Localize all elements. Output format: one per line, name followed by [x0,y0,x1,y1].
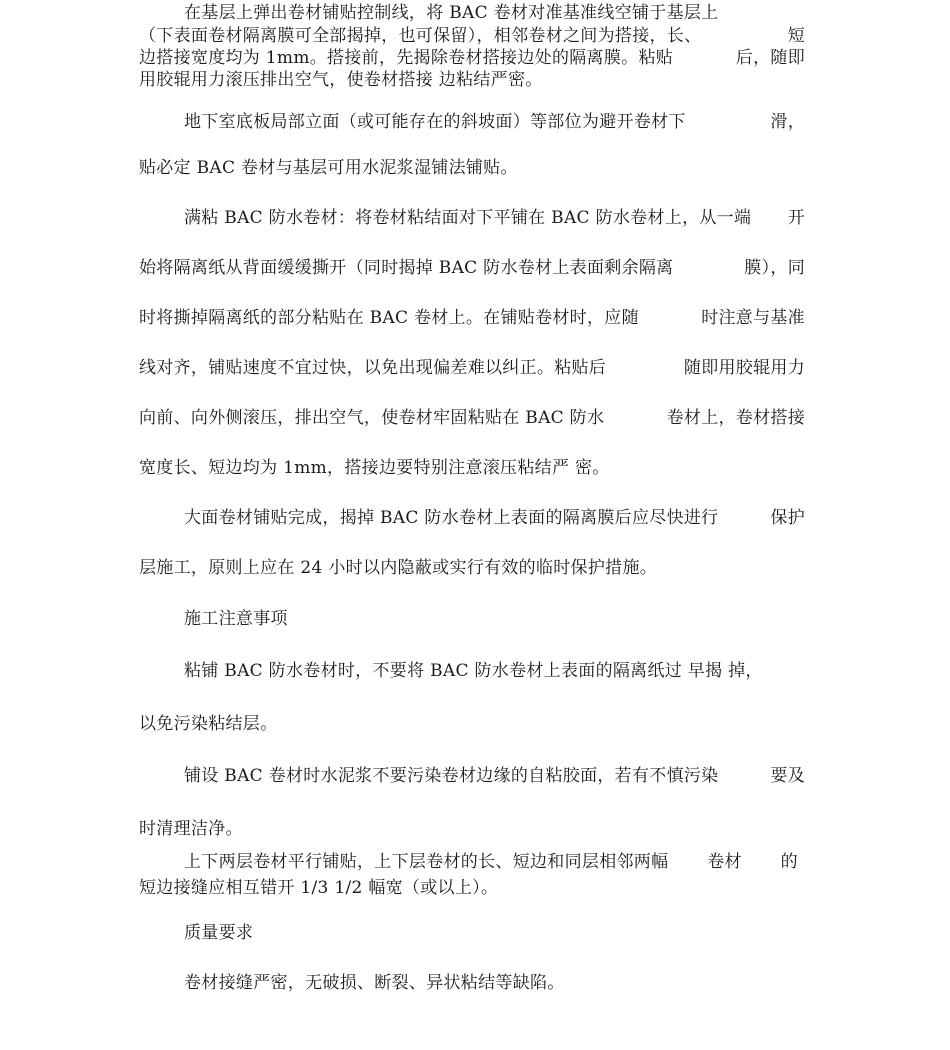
paragraph-1-line-2 [139,25,805,47]
paragraph-1-line-2-part-2: 短 [787,26,805,46]
paragraph-3-line-4-part-2: 随即用胶辊用力 [683,358,805,378]
paragraph-3-line-2-part-1: 始将隔离纸从背面缓缓撕开（同时揭掉 BAC 防水卷材上表面剩余隔离 [139,258,674,278]
paragraph-5-line-2: 以免污染粘结层。 [139,714,278,734]
paragraph-6-line-1 [184,765,805,787]
paragraph-7-line-1-part-1: 上下两层卷材平行铺贴，上下层卷材的长、短边和同层相邻两幅 [184,852,669,872]
paragraph-1-line-3-part-2: 后，随即 [735,48,805,68]
paragraph-2-line-1-part-2: 滑， [770,112,805,132]
paragraph-3-line-6: 宽度长、短边均为 1mm，搭接边要特别注意滚压粘结严 密。 [139,458,610,478]
paragraph-3-line-5 [139,407,805,429]
paragraph-4-line-1 [184,507,805,529]
paragraph-3-line-2-part-2: 膜），同 [744,258,805,278]
paragraph-3-line-5-part-2: 卷材上，卷材搭接 [666,408,805,428]
paragraph-2-line-1-part-1: 地下室底板局部立面（或可能存在的斜坡面）等部位为避开卷材下 [184,112,686,132]
paragraph-1-line-3-part-1: 边搭接宽度均为 1mm。搭接前，先揭除卷材搭接边处的隔离膜。粘贴 [139,48,674,68]
paragraph-7-line-2: 短边接缝应相互错开 1/3 1/2 幅宽（或以上）。 [139,878,499,898]
paragraph-7-line-1 [184,851,798,873]
paragraph-5-line-1: 粘铺 BAC 防水卷材时，不要将 BAC 防水卷材上表面的隔离纸过 早揭 掉， [184,661,763,681]
paragraph-6-line-2: 时清理洁净。 [139,819,243,839]
paragraph-3-line-1-part-1: 满粘 BAC 防水卷材：将卷材粘结面对下平铺在 BAC 防水卷材上，从一端 [184,208,752,228]
paragraph-3-line-5-part-1: 向前、向外侧滚压，排出空气，使卷材牢固粘贴在 BAC 防水 [139,408,605,428]
paragraph-8-line-1: 卷材接缝严密，无破损、断裂、异状粘结等缺陷。 [184,973,565,993]
paragraph-3-line-3-part-1: 时将撕掉隔离纸的部分粘贴在 BAC 卷材上。在铺贴卷材时，应随 [139,308,639,328]
paragraph-4-line-1-part-2: 保护 [770,508,805,528]
paragraph-4-line-2: 层施工，原则上应在 24 小时以内隐蔽或实行有效的临时保护措施。 [139,558,658,578]
paragraph-6-line-1-part-2: 要及 [770,766,805,786]
paragraph-7-line-1-part-2: 卷材 [707,852,742,872]
paragraph-1-line-3 [139,47,805,69]
paragraph-1-line-1: 在基层上弹出卷材铺贴控制线，将 BAC 卷材对准基准线空铺于基层上 [184,3,719,23]
paragraph-3-line-1-part-2: 开 [787,208,805,228]
paragraph-3-line-3-part-2: 时注意与基准 [701,308,805,328]
section-heading-construction-notes: 施工注意事项 [184,609,288,629]
paragraph-7-line-1-part-3: 的 [780,852,798,872]
paragraph-3-line-1 [184,207,805,229]
paragraph-3-line-4 [139,357,805,379]
paragraph-1-line-4: 用胶辊用力滚压排出空气，使卷材搭接 边粘结严密。 [139,70,543,90]
paragraph-2-line-1 [184,111,805,133]
paragraph-4-line-1-part-1: 大面卷材铺贴完成，揭掉 BAC 防水卷材上表面的隔离膜后应尽快进行 [184,508,719,528]
paragraph-3-line-3 [139,307,805,329]
paragraph-3-line-4-part-1: 线对齐，铺贴速度不宜过快，以免出现偏差难以纠正。粘贴后 [139,358,607,378]
paragraph-3-line-2 [139,257,805,279]
paragraph-6-line-1-part-1: 铺设 BAC 卷材时水泥浆不要污染卷材边缘的自粘胶面，若有不慎污染 [184,766,719,786]
paragraph-1-line-2-part-1: （下表面卷材隔离膜可全部揭掉，也可保留），相邻卷材之间为搭接，长、 [139,26,702,46]
paragraph-2-line-2: 贴必定 BAC 卷材与基层可用水泥浆湿铺法铺贴。 [139,158,518,178]
section-heading-quality-requirements: 质量要求 [184,923,254,943]
